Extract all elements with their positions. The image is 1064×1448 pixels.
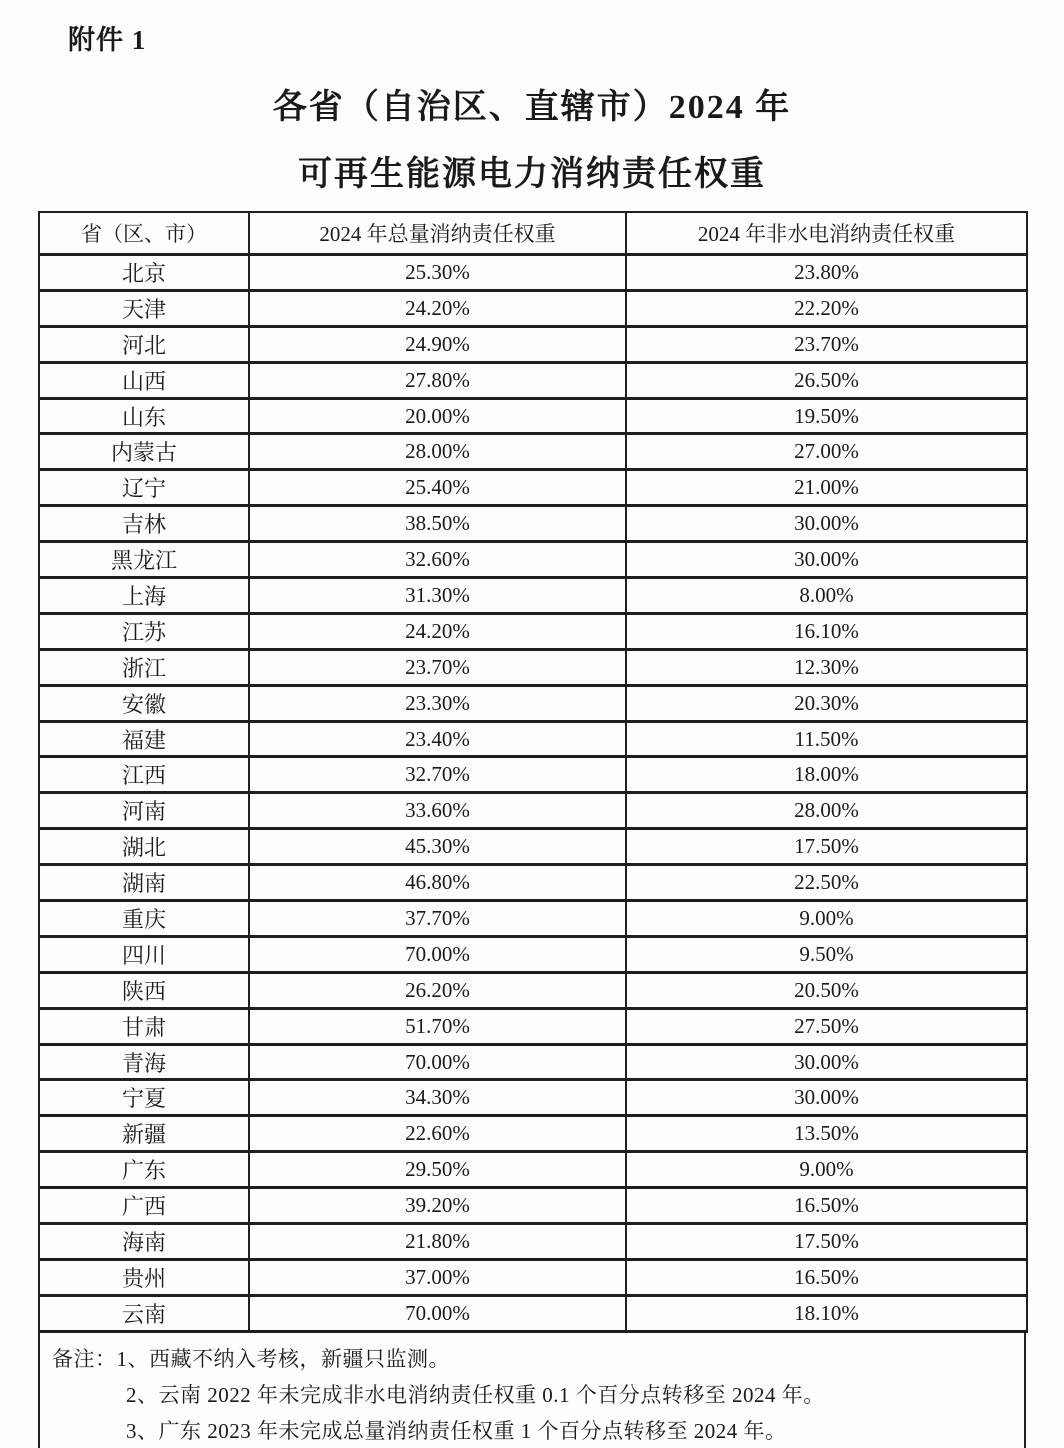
table-row	[39, 649, 1027, 685]
total-weight-cell: 32.60%	[249, 542, 626, 578]
table-row	[39, 1295, 1027, 1331]
table-row	[39, 434, 1027, 470]
province-cell: 江苏	[39, 613, 249, 649]
nonhydro-weight-cell: 30.00%	[626, 1080, 1027, 1116]
nonhydro-weight-cell: 17.50%	[626, 1224, 1027, 1260]
province-cell: 陕西	[39, 972, 249, 1008]
province-cell: 四川	[39, 936, 249, 972]
total-weight-cell: 20.00%	[249, 398, 626, 434]
nonhydro-weight-cell: 11.50%	[626, 721, 1027, 757]
province-cell: 黑龙江	[39, 542, 249, 578]
column-header-total-weight: 2024 年总量消纳责任权重	[249, 212, 626, 255]
table-row	[39, 1116, 1027, 1152]
province-cell: 重庆	[39, 901, 249, 937]
total-weight-cell: 27.80%	[249, 362, 626, 398]
note-line-1: 备注：1、西藏不纳入考核，新疆只监测。	[52, 1346, 450, 1371]
document-title-line2: 可再生能源电力消纳责任权重	[298, 156, 766, 193]
total-weight-cell: 23.40%	[249, 721, 626, 757]
province-cell: 吉林	[39, 506, 249, 542]
province-cell: 辽宁	[39, 470, 249, 506]
nonhydro-weight-cell: 21.00%	[626, 470, 1027, 506]
nonhydro-weight-cell: 27.00%	[626, 434, 1027, 470]
nonhydro-weight-cell: 16.10%	[626, 613, 1027, 649]
province-cell: 上海	[39, 578, 249, 614]
nonhydro-weight-cell: 30.00%	[626, 542, 1027, 578]
table-row	[39, 506, 1027, 542]
total-weight-cell: 24.90%	[249, 326, 626, 362]
province-cell: 北京	[39, 255, 249, 291]
total-weight-cell: 51.70%	[249, 1008, 626, 1044]
attachment-label: 附件 1	[68, 25, 147, 55]
nonhydro-weight-cell: 18.00%	[626, 757, 1027, 793]
nonhydro-weight-cell: 16.50%	[626, 1188, 1027, 1224]
table-body	[39, 255, 1027, 1332]
nonhydro-weight-cell: 23.70%	[626, 326, 1027, 362]
nonhydro-weight-cell: 8.00%	[626, 578, 1027, 614]
province-cell: 江西	[39, 757, 249, 793]
total-weight-cell: 26.20%	[249, 972, 626, 1008]
total-weight-cell: 25.30%	[249, 255, 626, 291]
province-cell: 海南	[39, 1224, 249, 1260]
nonhydro-weight-cell: 13.50%	[626, 1116, 1027, 1152]
table-row	[39, 1044, 1027, 1080]
province-cell: 宁夏	[39, 1080, 249, 1116]
province-cell: 广东	[39, 1152, 249, 1188]
nonhydro-weight-cell: 22.50%	[626, 865, 1027, 901]
nonhydro-weight-cell: 9.50%	[626, 936, 1027, 972]
nonhydro-weight-cell: 9.00%	[626, 1152, 1027, 1188]
nonhydro-weight-cell: 20.50%	[626, 972, 1027, 1008]
province-cell: 甘肃	[39, 1008, 249, 1044]
province-cell: 新疆	[39, 1116, 249, 1152]
table-row	[39, 865, 1027, 901]
table-row	[39, 829, 1027, 865]
total-weight-cell: 22.60%	[249, 1116, 626, 1152]
nonhydro-weight-cell: 26.50%	[626, 362, 1027, 398]
total-weight-cell: 24.20%	[249, 613, 626, 649]
total-weight-cell: 23.70%	[249, 649, 626, 685]
province-cell: 浙江	[39, 649, 249, 685]
note-line-2: 2、云南 2022 年未完成非水电消纳责任权重 0.1 个百分点转移至 2024 年。	[126, 1382, 825, 1407]
note-line-3: 3、广东 2023 年未完成总量消纳责任权重 1 个百分点转移至 2024 年。	[126, 1418, 787, 1443]
province-cell: 湖北	[39, 829, 249, 865]
table-row	[39, 326, 1027, 362]
nonhydro-weight-cell: 19.50%	[626, 398, 1027, 434]
document-title-line1: 各省（自治区、直辖市）2024 年	[272, 89, 792, 126]
total-weight-cell: 37.00%	[249, 1259, 626, 1295]
column-header-province: 省（区、市）	[39, 212, 249, 255]
table-row	[39, 757, 1027, 793]
province-cell: 河南	[39, 793, 249, 829]
consumption-weights-table	[38, 211, 1028, 1333]
total-weight-cell: 23.30%	[249, 685, 626, 721]
table-row	[39, 290, 1027, 326]
table-row	[39, 1152, 1027, 1188]
province-cell: 青海	[39, 1044, 249, 1080]
table-row	[39, 936, 1027, 972]
table-row	[39, 685, 1027, 721]
table-row	[39, 470, 1027, 506]
table-row	[39, 1224, 1027, 1260]
table-row	[39, 1008, 1027, 1044]
table-row	[39, 721, 1027, 757]
total-weight-cell: 25.40%	[249, 470, 626, 506]
total-weight-cell: 31.30%	[249, 578, 626, 614]
table-row	[39, 542, 1027, 578]
total-weight-cell: 33.60%	[249, 793, 626, 829]
table-row	[39, 793, 1027, 829]
province-cell: 安徽	[39, 685, 249, 721]
province-cell: 湖南	[39, 865, 249, 901]
total-weight-cell: 28.00%	[249, 434, 626, 470]
nonhydro-weight-cell: 28.00%	[626, 793, 1027, 829]
nonhydro-weight-cell: 20.30%	[626, 685, 1027, 721]
total-weight-cell: 70.00%	[249, 1295, 626, 1331]
total-weight-cell: 70.00%	[249, 936, 626, 972]
nonhydro-weight-cell: 30.00%	[626, 506, 1027, 542]
table-row	[39, 1259, 1027, 1295]
nonhydro-weight-cell: 12.30%	[626, 649, 1027, 685]
column-header-nonhydro-weight: 2024 年非水电消纳责任权重	[626, 212, 1027, 255]
total-weight-cell: 38.50%	[249, 506, 626, 542]
total-weight-cell: 39.20%	[249, 1188, 626, 1224]
table-row	[39, 1080, 1027, 1116]
province-cell: 云南	[39, 1295, 249, 1331]
total-weight-cell: 24.20%	[249, 290, 626, 326]
table-row	[39, 362, 1027, 398]
province-cell: 山西	[39, 362, 249, 398]
notes-box	[38, 1333, 1026, 1448]
province-cell: 内蒙古	[39, 434, 249, 470]
nonhydro-weight-cell: 22.20%	[626, 290, 1027, 326]
total-weight-cell: 21.80%	[249, 1224, 626, 1260]
total-weight-cell: 37.70%	[249, 901, 626, 937]
table-row	[39, 1188, 1027, 1224]
table-row	[39, 972, 1027, 1008]
table-row	[39, 613, 1027, 649]
nonhydro-weight-cell: 27.50%	[626, 1008, 1027, 1044]
total-weight-cell: 32.70%	[249, 757, 626, 793]
nonhydro-weight-cell: 17.50%	[626, 829, 1027, 865]
table-row	[39, 398, 1027, 434]
total-weight-cell: 29.50%	[249, 1152, 626, 1188]
table-row	[39, 578, 1027, 614]
province-cell: 天津	[39, 290, 249, 326]
total-weight-cell: 46.80%	[249, 865, 626, 901]
table-row	[39, 255, 1027, 291]
nonhydro-weight-cell: 23.80%	[626, 255, 1027, 291]
total-weight-cell: 70.00%	[249, 1044, 626, 1080]
total-weight-cell: 34.30%	[249, 1080, 626, 1116]
province-cell: 山东	[39, 398, 249, 434]
total-weight-cell: 45.30%	[249, 829, 626, 865]
province-cell: 贵州	[39, 1259, 249, 1295]
table-row	[39, 901, 1027, 937]
province-cell: 福建	[39, 721, 249, 757]
province-cell: 河北	[39, 326, 249, 362]
table-header-row	[39, 212, 1027, 255]
nonhydro-weight-cell: 16.50%	[626, 1259, 1027, 1295]
nonhydro-weight-cell: 30.00%	[626, 1044, 1027, 1080]
nonhydro-weight-cell: 9.00%	[626, 901, 1027, 937]
province-cell: 广西	[39, 1188, 249, 1224]
nonhydro-weight-cell: 18.10%	[626, 1295, 1027, 1331]
